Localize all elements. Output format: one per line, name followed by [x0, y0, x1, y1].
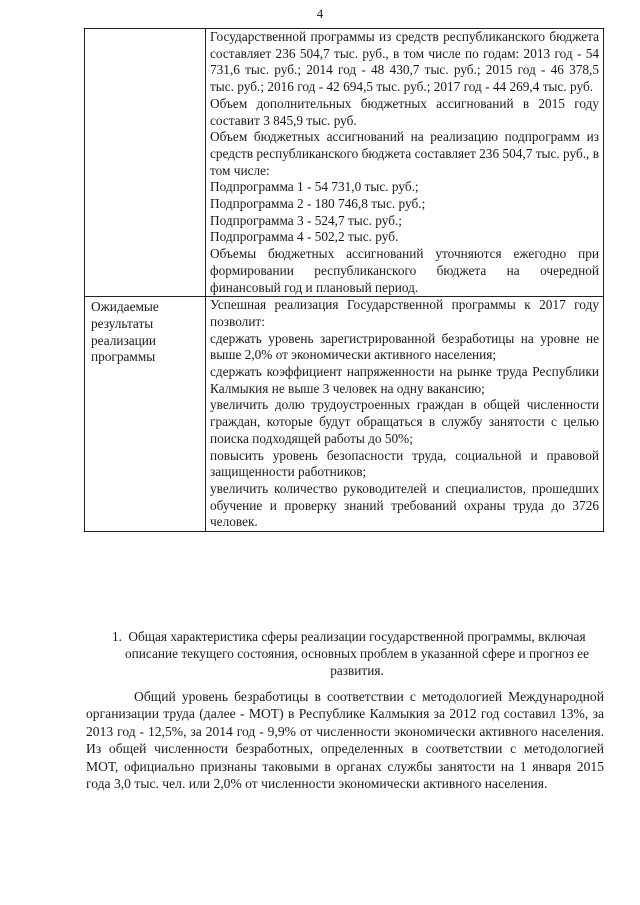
subprogram-item: Подпрограмма 2 - 180 746,8 тыс. руб.;	[210, 196, 426, 212]
funding-paragraph: Объемы бюджетных ассигнований уточняются ежегодно при формировании республиканского бюджета на очередной финансовый год и плановый период.	[210, 246, 599, 295]
section-title: Общая характеристика сферы реализации государственной программы, включая описание текущего состояния, основных проблем в указанной сфере и прогноз ее развития.	[125, 629, 589, 678]
table-row-results	[85, 297, 604, 532]
funding-content	[206, 29, 604, 297]
funding-paragraph: Объем дополнительных бюджетных ассигнований в 2015 году составит 3 845,9 тыс. руб.	[210, 95, 599, 128]
result-paragraph: сдержать уровень зарегистрированной безработицы на уровне не выше 2,0% от экономически активного населения;	[210, 330, 599, 363]
result-paragraph: сдержать коэффициент напряженности на рынке труда Республики Калмыкия не выше 3 человек на одну вакансию;	[210, 364, 599, 396]
page-number: 4	[316, 6, 324, 21]
result-paragraph: повысить уровень безопасности труда, социальной и правовой защищенности работников;	[210, 447, 599, 480]
body-paragraph: Общий уровень безработицы в соответствии с методологией Международной организации труда (далее - МОТ) в Республике Калмыкия за 2012 год составил 13%, за 2013 год - 12,5%, за 2014 год - 9,9% от численности экономически активного населения. Из общей численности безработных, определенных в соответствии с методологией МОТ, официально признаны таковыми в органах службы занятости на 1 января 2015 года 3,0 тыс. чел. или 2,0% от численности экономически активного населения.	[86, 689, 604, 792]
section-number: 1.	[112, 629, 122, 644]
row-label-funding	[85, 29, 206, 297]
results-content	[206, 297, 604, 532]
funding-paragraph: Государственной программы из средств республиканского бюджета составляет 236 504,7 тыс. руб., в том числе по годам: 2013 год - 54 731,6 тыс. руб.; 2014 год - 48 430,7 тыс. руб.; 2015 год - 46 378,5 тыс. руб.; 2016 год - 42 694,5 тыс. руб.; 2017 год - 44 269,4 тыс. руб.	[210, 29, 599, 95]
result-paragraph: Успешная реализация Государственной программы к 2017 году позволит:	[210, 297, 599, 329]
result-paragraph: увеличить долю трудоустроенных граждан в общей численности граждан, которые будут обращаться в службу занятости с целью поиска подходящей работы до 50%;	[210, 397, 599, 446]
row-label-results: Ожидаемые результаты реализации программы	[85, 297, 206, 532]
subprogram-item: Подпрограмма 4 - 502,2 тыс. руб.	[210, 229, 399, 245]
section-heading	[112, 628, 602, 679]
funding-paragraph: Объем бюджетных ассигнований на реализацию подпрограмм из средств республиканского бюджета составляет 236 504,7 тыс. руб., в том числе:	[210, 129, 599, 178]
result-paragraph: увеличить количество руководителей и специалистов, прошедших обучение и проверку знаний требований охраны труда до 3726 человек.	[210, 480, 599, 530]
subprogram-item: Подпрограмма 1 - 54 731,0 тыс. руб.;	[210, 179, 419, 195]
passport-table	[84, 28, 604, 532]
table-row-funding	[85, 29, 604, 297]
subprogram-item: Подпрограмма 3 - 524,7 тыс. руб.;	[210, 212, 403, 228]
